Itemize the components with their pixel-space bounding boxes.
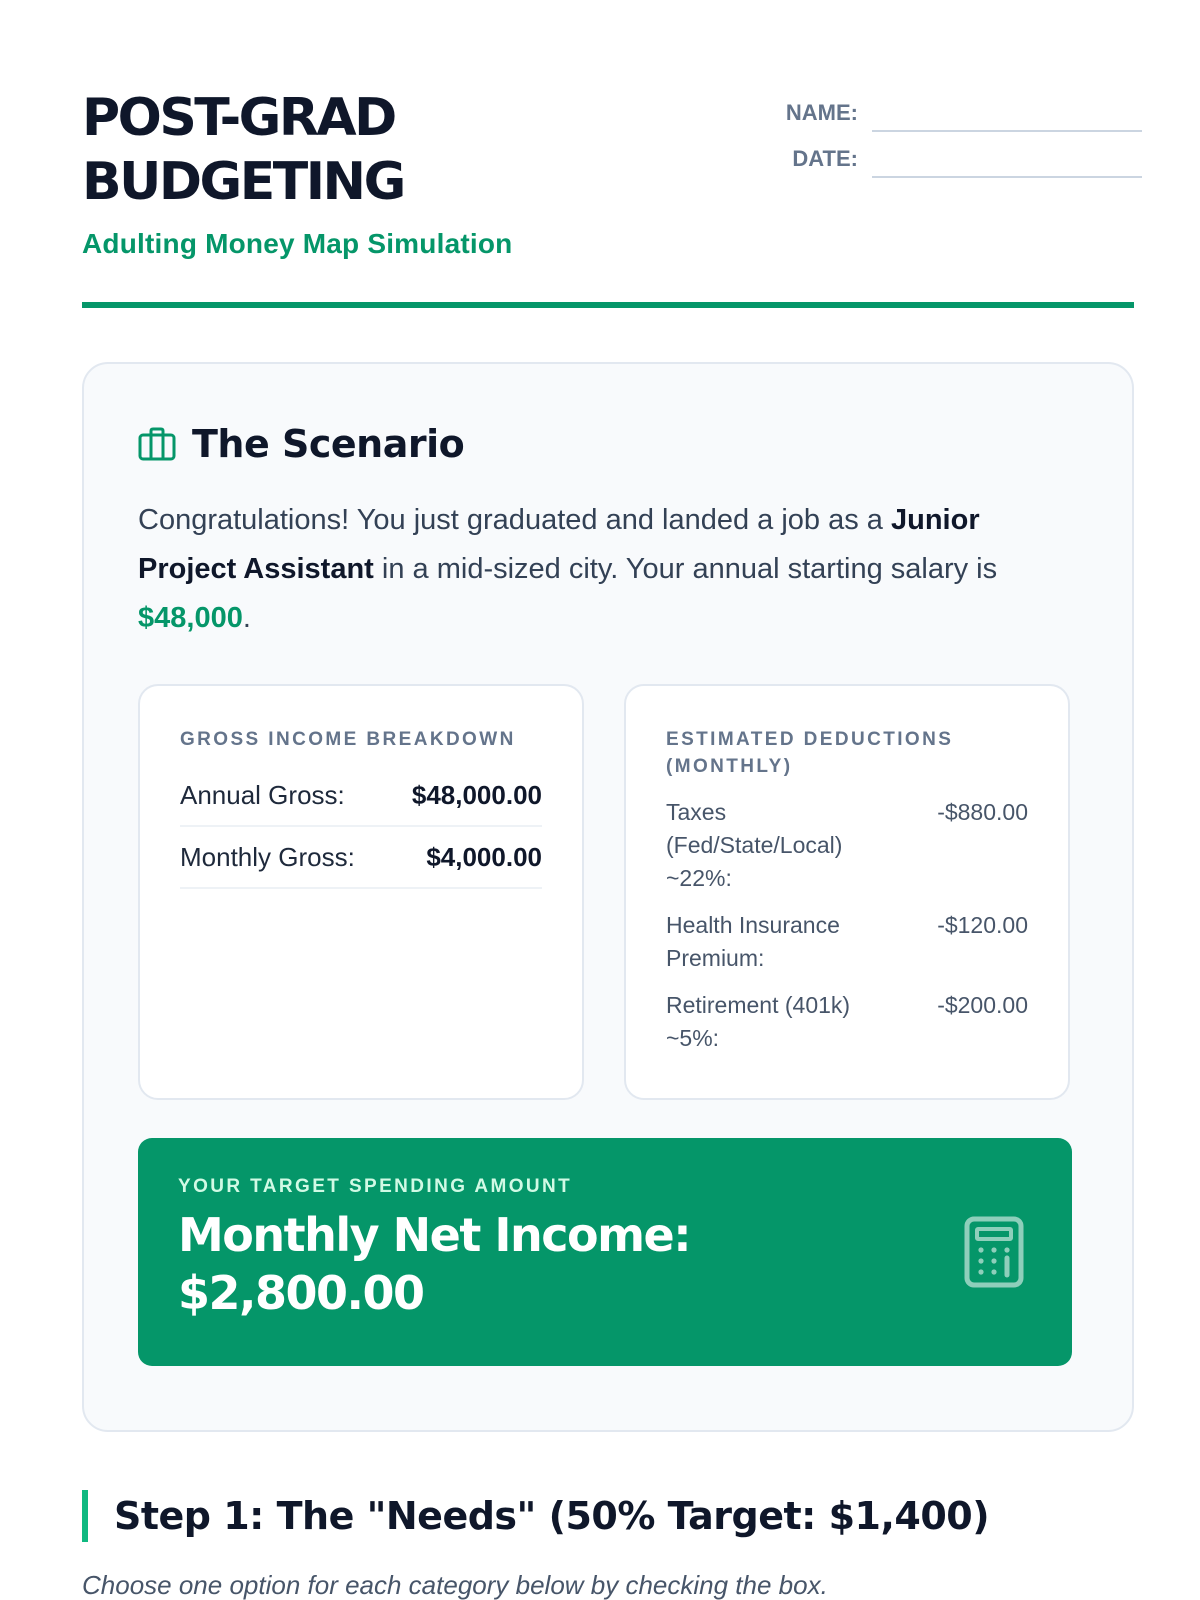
date-field-row: [702, 132, 1142, 178]
deduction-row: [666, 796, 1028, 895]
income-label: Annual Gross:: [180, 779, 345, 810]
deduction-value: -$120.00: [937, 912, 1028, 938]
income-row: [180, 827, 542, 889]
student-info-fields: [702, 86, 1142, 178]
scenario-description: [138, 496, 1078, 643]
step-accent-bar: [82, 1490, 88, 1542]
income-value: $4,000.00: [426, 841, 542, 872]
name-label: NAME:: [785, 100, 858, 125]
salary-amount: $48,000: [138, 602, 243, 634]
deduction-label: Health Insurance Premium:: [666, 912, 840, 971]
net-income-banner: [138, 1138, 1072, 1366]
gross-income-heading: GROSS INCOME BREAKDOWN: [180, 729, 516, 750]
scenario-mid: in a mid-sized city. Your annual starting salary is: [381, 553, 998, 585]
calculator-icon: [964, 1216, 1024, 1288]
income-value: $48,000.00: [411, 779, 542, 810]
header-divider: [82, 302, 1134, 308]
net-income-amount: $2,800.00: [178, 1266, 424, 1320]
gross-income-box: [138, 684, 584, 1100]
worksheet-header: [82, 86, 1142, 266]
deductions-heading: ESTIMATED DEDUCTIONS (MONTHLY): [666, 729, 954, 777]
scenario-end: .: [242, 602, 251, 634]
date-label: DATE:: [792, 146, 858, 171]
name-field[interactable]: [872, 96, 1142, 132]
page-title: POST-GRAD BUDGETING: [82, 88, 404, 212]
scenario-intro: Congratulations! You just graduated and landed a job as a: [138, 504, 883, 536]
deduction-row: [666, 909, 1028, 975]
income-label: Monthly Gross:: [180, 841, 355, 872]
deduction-label: Taxes (Fed/State/Local) ~22%:: [666, 799, 843, 891]
job-title: Junior Project Assistant: [138, 504, 980, 585]
scenario-heading: [138, 422, 464, 466]
name-field-row: [702, 86, 1142, 132]
net-income-label: Monthly Net Income:: [178, 1208, 691, 1262]
page-subtitle: Adulting Money Map Simulation: [82, 228, 513, 259]
income-row: [180, 765, 542, 827]
step1-title: Step 1: The "Needs" (50% Target: $1,400): [114, 1494, 990, 1538]
net-income-heading: [178, 1206, 798, 1322]
deduction-label: Retirement (401k) ~5%:: [666, 992, 851, 1051]
step1-description: Choose one option for each category below by checking the box.: [82, 1570, 828, 1600]
date-field[interactable]: [872, 142, 1142, 178]
scenario-card: [82, 362, 1134, 1432]
deduction-row: [666, 989, 1028, 1055]
scenario-title: The Scenario: [192, 422, 465, 466]
deductions-box: [624, 684, 1070, 1100]
briefcase-icon: [138, 425, 176, 463]
deduction-value: -$200.00: [937, 992, 1028, 1018]
deduction-value: -$880.00: [937, 799, 1028, 825]
target-kicker: YOUR TARGET SPENDING AMOUNT: [178, 1176, 573, 1197]
